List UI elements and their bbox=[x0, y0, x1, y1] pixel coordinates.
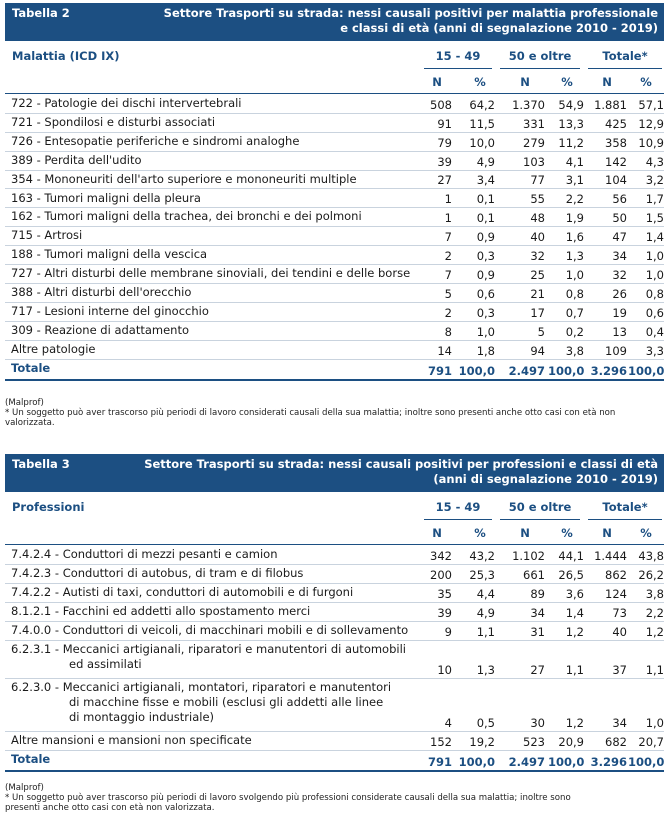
row-label bbox=[11, 566, 303, 581]
cell-value: 25 bbox=[530, 267, 545, 282]
cell-value: 19,2 bbox=[469, 735, 495, 749]
cell-value: 103 bbox=[523, 154, 545, 169]
sub-header: N bbox=[602, 526, 612, 540]
row-label-line: 726 - Entesopatie periferiche e sindromi analoghe bbox=[11, 133, 300, 148]
table-row bbox=[5, 602, 664, 622]
cell-value: 100,0 bbox=[628, 363, 665, 378]
cell-value: 425 bbox=[605, 116, 627, 131]
cell-value: 1 bbox=[444, 211, 452, 226]
row-label-line: 354 - Mononeuriti dell'arto superiore e mononeuriti multiple bbox=[11, 171, 357, 186]
row-label-line: 163 - Tumori maligni della pleura bbox=[11, 190, 201, 205]
cell-value: 0,6 bbox=[645, 305, 664, 320]
row-label bbox=[11, 752, 50, 767]
row-label bbox=[11, 191, 201, 206]
cell-value: 43,8 bbox=[638, 549, 664, 563]
sub-header: % bbox=[640, 526, 652, 540]
cell-value: 109 bbox=[605, 343, 627, 358]
table-row bbox=[5, 640, 664, 679]
cell-value: 48 bbox=[530, 211, 545, 226]
cell-value: 2.497 bbox=[508, 363, 545, 378]
table-row bbox=[5, 340, 664, 360]
cell-value: 3,2 bbox=[645, 173, 664, 188]
cell-value: 47 bbox=[612, 230, 627, 245]
sub-header: N bbox=[602, 75, 612, 89]
cell-value: 2.497 bbox=[508, 755, 545, 769]
row-label bbox=[11, 547, 278, 562]
cell-value: 9 bbox=[444, 625, 452, 639]
cell-value: 14 bbox=[437, 343, 452, 358]
cell-value: 3,8 bbox=[565, 343, 584, 358]
cell-value: 34 bbox=[530, 606, 545, 620]
table-total-row bbox=[5, 359, 664, 381]
cell-value: 1,4 bbox=[565, 606, 584, 620]
row-label bbox=[11, 247, 207, 262]
cell-value: 13,3 bbox=[558, 116, 584, 131]
table-3-header bbox=[5, 454, 664, 492]
sub-header: % bbox=[474, 75, 486, 89]
row-label-line: 6.2.3.0 - Meccanici artigianali, montatori, riparatori e manutentori bbox=[11, 680, 392, 694]
cell-value: 39 bbox=[437, 154, 452, 169]
group-label: 50 e oltre bbox=[508, 49, 572, 63]
cell-value: 50 bbox=[612, 211, 627, 226]
cell-value: 2,2 bbox=[565, 192, 584, 207]
cell-value: 44,1 bbox=[558, 549, 584, 563]
table-row bbox=[5, 678, 664, 732]
table-row bbox=[5, 151, 664, 171]
cell-value: 26 bbox=[612, 286, 627, 301]
cell-value: 1,1 bbox=[565, 663, 584, 677]
table-2-name: Tabella 2 bbox=[12, 6, 70, 20]
group-underline bbox=[500, 519, 580, 520]
cell-value: 26,2 bbox=[638, 568, 664, 582]
cell-value: 1,2 bbox=[565, 716, 584, 730]
row-label-line: 715 - Artrosi bbox=[11, 228, 83, 243]
cell-value: 142 bbox=[605, 154, 627, 169]
cell-value: 5 bbox=[537, 324, 545, 339]
cell-value: 94 bbox=[530, 343, 545, 358]
cell-value: 12,9 bbox=[638, 116, 664, 131]
cell-value: 40 bbox=[530, 230, 545, 245]
row-label bbox=[11, 96, 242, 111]
cell-value: 4,9 bbox=[476, 606, 495, 620]
table-3-title-line-2: (anni di segnalazione 2010 - 2019) bbox=[433, 472, 658, 486]
row-label bbox=[11, 228, 82, 243]
group-label: 15 - 49 bbox=[435, 500, 481, 514]
table-row bbox=[5, 132, 664, 152]
table-row bbox=[5, 564, 664, 584]
row-label-line: 188 - Tumori maligni della vescica bbox=[11, 247, 208, 262]
cell-value: 661 bbox=[523, 568, 545, 582]
table-row bbox=[5, 113, 664, 133]
cell-value: 100,0 bbox=[548, 755, 585, 769]
cell-value: 4,1 bbox=[565, 154, 584, 169]
cell-value: 1,1 bbox=[476, 625, 495, 639]
cell-value: 0,7 bbox=[565, 305, 584, 320]
cell-value: 7 bbox=[444, 230, 452, 245]
row-label-line: 162 - Tumori maligni della trachea, dei bronchi e dei polmoni bbox=[11, 209, 362, 224]
cell-value: 1,3 bbox=[476, 663, 495, 677]
cell-value: 31 bbox=[530, 625, 545, 639]
cell-value: 3,6 bbox=[565, 587, 584, 601]
row-label bbox=[11, 733, 252, 748]
row-label-line: 7.4.2.3 - Conduttori di autobus, di tram e di filobus bbox=[11, 566, 304, 580]
sub-header: N bbox=[432, 526, 442, 540]
cell-value: 77 bbox=[530, 173, 545, 188]
cell-value: 2 bbox=[444, 249, 452, 264]
table-3-column-label: Professioni bbox=[12, 500, 85, 514]
cell-value: 862 bbox=[605, 568, 627, 582]
cell-value: 3,1 bbox=[565, 173, 584, 188]
row-label-line: di montaggio industriale) bbox=[69, 710, 215, 724]
cell-value: 0,5 bbox=[476, 716, 495, 730]
cell-value: 19 bbox=[612, 305, 627, 320]
group-underline bbox=[424, 519, 492, 520]
cell-value: 100,0 bbox=[458, 363, 495, 378]
row-label bbox=[11, 134, 299, 149]
table-row bbox=[5, 94, 664, 114]
cell-value: 0,4 bbox=[645, 324, 664, 339]
table-row bbox=[5, 545, 664, 565]
row-label bbox=[11, 585, 353, 600]
table-row bbox=[5, 170, 664, 190]
table-3-source: (Malprof) bbox=[5, 783, 44, 793]
row-label bbox=[11, 153, 142, 168]
row-label bbox=[11, 361, 50, 376]
cell-value: 5 bbox=[444, 286, 452, 301]
table-row bbox=[5, 302, 664, 322]
cell-value: 0,8 bbox=[565, 286, 584, 301]
cell-value: 4 bbox=[444, 716, 452, 730]
cell-value: 37 bbox=[612, 663, 627, 677]
row-label-line: 7.4.0.0 - Conduttori di veicoli, di macchinari mobili e di sollevamento bbox=[11, 623, 409, 637]
cell-value: 64,2 bbox=[469, 97, 495, 112]
table-row bbox=[5, 226, 664, 246]
row-label bbox=[11, 642, 406, 672]
cell-value: 39 bbox=[437, 606, 452, 620]
cell-value: 358 bbox=[605, 135, 627, 150]
cell-value: 11,2 bbox=[558, 135, 584, 150]
group-underline bbox=[588, 68, 662, 69]
group-label: 15 - 49 bbox=[435, 49, 481, 63]
cell-value: 279 bbox=[523, 135, 545, 150]
cell-value: 3.296 bbox=[590, 363, 627, 378]
cell-value: 791 bbox=[427, 363, 452, 378]
cell-value: 0,6 bbox=[476, 286, 495, 301]
cell-value: 34 bbox=[612, 716, 627, 730]
cell-value: 100,0 bbox=[458, 755, 495, 769]
table-2-body bbox=[5, 94, 664, 382]
table-3-footnote bbox=[5, 793, 667, 813]
cell-value: 342 bbox=[430, 549, 452, 563]
table-total-row bbox=[5, 750, 664, 772]
cell-value: 1,0 bbox=[476, 324, 495, 339]
cell-value: 91 bbox=[437, 116, 452, 131]
cell-value: 4,9 bbox=[476, 154, 495, 169]
cell-value: 32 bbox=[530, 249, 545, 264]
row-label-line: 721 - Spondilosi e disturbi associati bbox=[11, 114, 216, 129]
sub-header: % bbox=[640, 75, 652, 89]
cell-value: 1,9 bbox=[565, 211, 584, 226]
cell-value: 20,9 bbox=[558, 735, 584, 749]
row-label-line: Altre patologie bbox=[11, 341, 96, 356]
cell-value: 25,3 bbox=[469, 568, 495, 582]
table-3-title-line-1: Settore Trasporti su strada: nessi causali positivi per professioni e classi di età bbox=[144, 457, 658, 471]
cell-value: 10,0 bbox=[469, 135, 495, 150]
cell-value: 11,5 bbox=[469, 116, 495, 131]
table-row bbox=[5, 264, 664, 284]
cell-value: 27 bbox=[437, 173, 452, 188]
cell-value: 20,7 bbox=[638, 735, 664, 749]
cell-value: 0,2 bbox=[565, 324, 584, 339]
cell-value: 1,2 bbox=[565, 625, 584, 639]
cell-value: 1,1 bbox=[645, 663, 664, 677]
cell-value: 0,8 bbox=[645, 286, 664, 301]
row-label bbox=[11, 623, 408, 638]
cell-value: 54,9 bbox=[558, 97, 584, 112]
group-label: Totale* bbox=[602, 500, 648, 514]
table-3-footnote-line-1: * Un soggetto può aver trascorso più periodi di lavoro svolgendo più professioni considerate causali della sua malattia; inoltre sono bbox=[5, 793, 571, 803]
row-label-line: di macchine fisse e mobili (esclusi gli addetti alle linee bbox=[69, 695, 384, 709]
cell-value: 1,0 bbox=[645, 716, 664, 730]
group-label: 50 e oltre bbox=[508, 500, 572, 514]
cell-value: 21 bbox=[530, 286, 545, 301]
cell-value: 0,9 bbox=[476, 230, 495, 245]
cell-value: 1.370 bbox=[512, 97, 545, 112]
table-row bbox=[5, 283, 664, 303]
cell-value: 791 bbox=[427, 755, 452, 769]
table-3-column-header bbox=[5, 492, 664, 545]
cell-value: 79 bbox=[437, 135, 452, 150]
table-3-body bbox=[5, 545, 664, 771]
cell-value: 1,0 bbox=[565, 267, 584, 282]
cell-value: 104 bbox=[605, 173, 627, 188]
cell-value: 32 bbox=[612, 267, 627, 282]
cell-value: 682 bbox=[605, 735, 627, 749]
cell-value: 56 bbox=[612, 192, 627, 207]
cell-value: 100,0 bbox=[548, 363, 585, 378]
cell-value: 17 bbox=[530, 305, 545, 320]
table-3-title bbox=[144, 457, 658, 487]
sub-header: % bbox=[474, 526, 486, 540]
cell-value: 30 bbox=[530, 716, 545, 730]
cell-value: 8 bbox=[444, 324, 452, 339]
sub-header: % bbox=[561, 75, 573, 89]
cell-value: 0,3 bbox=[476, 249, 495, 264]
row-label-line: 722 - Patologie dei dischi intervertebrali bbox=[11, 96, 242, 110]
sub-header: N bbox=[520, 526, 530, 540]
table-row bbox=[5, 321, 664, 341]
cell-value: 10,9 bbox=[638, 135, 664, 150]
row-label bbox=[11, 172, 357, 187]
cell-value: 100,0 bbox=[628, 755, 665, 769]
table-2-column-label: Malattia (ICD IX) bbox=[12, 49, 120, 63]
table-row bbox=[5, 731, 664, 751]
cell-value: 40 bbox=[612, 625, 627, 639]
cell-value: 57,1 bbox=[638, 97, 664, 112]
row-label bbox=[11, 209, 362, 224]
cell-value: 7 bbox=[444, 267, 452, 282]
table-3 bbox=[5, 454, 664, 771]
cell-value: 3.296 bbox=[590, 755, 627, 769]
cell-value: 523 bbox=[523, 735, 545, 749]
row-label-line: Altre mansioni e mansioni non specificate bbox=[11, 733, 252, 747]
table-2-source: (Malprof) bbox=[5, 398, 44, 408]
cell-value: 200 bbox=[430, 568, 452, 582]
table-2-title-line-1: Settore Trasporti su strada: nessi causali positivi per malattia professionale bbox=[163, 6, 658, 20]
cell-value: 0,3 bbox=[476, 305, 495, 320]
cell-value: 1,7 bbox=[645, 192, 664, 207]
cell-value: 4,4 bbox=[476, 587, 495, 601]
row-label-line: Totale bbox=[11, 752, 51, 766]
table-2-footnote: * Un soggetto può aver trascorso più periodi di lavoro considerati causali della sua malattia; inoltre sono presenti anche otto casi con età non valorizzata. bbox=[5, 408, 616, 428]
cell-value: 1,2 bbox=[645, 625, 664, 639]
row-label-line: 7.4.2.2 - Autisti di taxi, conduttori di automobili e di furgoni bbox=[11, 585, 354, 599]
row-label-line: 388 - Altri disturbi dell'orecchio bbox=[11, 285, 192, 299]
cell-value: 43,2 bbox=[469, 549, 495, 563]
table-row bbox=[5, 245, 664, 265]
cell-value: 1 bbox=[444, 192, 452, 207]
row-label-line: Totale bbox=[11, 360, 51, 375]
table-3-footnote-line-2: presenti anche otto casi con età non valorizzata. bbox=[5, 803, 215, 813]
cell-value: 0,1 bbox=[476, 211, 495, 226]
row-label bbox=[11, 604, 310, 619]
cell-value: 73 bbox=[612, 606, 627, 620]
sub-header: % bbox=[561, 526, 573, 540]
row-label bbox=[11, 285, 191, 300]
row-label bbox=[11, 323, 189, 338]
row-label-line: 7.4.2.4 - Conduttori di mezzi pesanti e camion bbox=[11, 547, 278, 561]
cell-value: 13 bbox=[612, 324, 627, 339]
cell-value: 1.881 bbox=[594, 97, 627, 112]
cell-value: 508 bbox=[430, 97, 452, 112]
cell-value: 1,4 bbox=[645, 230, 664, 245]
row-label-line: 309 - Reazione di adattamento bbox=[11, 322, 190, 337]
sub-header: N bbox=[432, 75, 442, 89]
cell-value: 1.102 bbox=[512, 549, 545, 563]
cell-value: 1,0 bbox=[645, 267, 664, 282]
cell-value: 1,3 bbox=[565, 249, 584, 264]
cell-value: 55 bbox=[530, 192, 545, 207]
cell-value: 331 bbox=[523, 116, 545, 131]
row-label bbox=[11, 680, 391, 725]
row-label-line: ed assimilati bbox=[69, 657, 142, 671]
table-2-title-line-2: e classi di età (anni di segnalazione 2010 - 2019) bbox=[340, 21, 658, 35]
cell-value: 35 bbox=[437, 587, 452, 601]
cell-value: 3,3 bbox=[645, 343, 664, 358]
group-underline bbox=[588, 519, 662, 520]
cell-value: 0,9 bbox=[476, 267, 495, 282]
row-label-line: 727 - Altri disturbi delle membrane sinoviali, dei tendini e delle borse bbox=[11, 266, 411, 281]
cell-value: 0,1 bbox=[476, 192, 495, 207]
cell-value: 1,8 bbox=[476, 343, 495, 358]
table-2 bbox=[5, 3, 664, 382]
group-label: Totale* bbox=[602, 49, 648, 63]
cell-value: 10 bbox=[437, 663, 452, 677]
row-label bbox=[11, 304, 209, 319]
cell-value: 27 bbox=[530, 663, 545, 677]
cell-value: 4,3 bbox=[645, 154, 664, 169]
table-row bbox=[5, 621, 664, 641]
row-label bbox=[11, 342, 95, 357]
cell-value: 89 bbox=[530, 587, 545, 601]
row-label-line: 717 - Lesioni interne del ginocchio bbox=[11, 303, 209, 318]
cell-value: 34 bbox=[612, 249, 627, 264]
cell-value: 1,0 bbox=[645, 249, 664, 264]
table-row bbox=[5, 583, 664, 603]
cell-value: 3,4 bbox=[476, 173, 495, 188]
cell-value: 2 bbox=[444, 305, 452, 320]
table-2-header bbox=[5, 3, 664, 41]
cell-value: 3,8 bbox=[645, 587, 664, 601]
group-underline bbox=[424, 68, 492, 69]
table-2-title bbox=[164, 6, 658, 36]
cell-value: 26,5 bbox=[558, 568, 584, 582]
cell-value: 152 bbox=[430, 735, 452, 749]
table-row bbox=[5, 207, 664, 227]
row-label-line: 6.2.3.1 - Meccanici artigianali, riparatori e manutentori di automobili bbox=[11, 642, 406, 656]
cell-value: 1,6 bbox=[565, 230, 584, 245]
cell-value: 2,2 bbox=[645, 606, 664, 620]
sub-header: N bbox=[520, 75, 530, 89]
table-row bbox=[5, 189, 664, 209]
cell-value: 124 bbox=[605, 587, 627, 601]
table-2-column-header bbox=[5, 41, 664, 94]
row-label bbox=[11, 266, 410, 281]
cell-value: 1,5 bbox=[645, 211, 664, 226]
group-underline bbox=[500, 68, 580, 69]
row-label-line: 8.1.2.1 - Facchini ed addetti allo spostamento merci bbox=[11, 604, 311, 618]
cell-value: 1.444 bbox=[594, 549, 627, 563]
row-label bbox=[11, 115, 215, 130]
table-3-name: Tabella 3 bbox=[12, 457, 70, 471]
row-label-line: 389 - Perdita dell'udito bbox=[11, 152, 142, 167]
